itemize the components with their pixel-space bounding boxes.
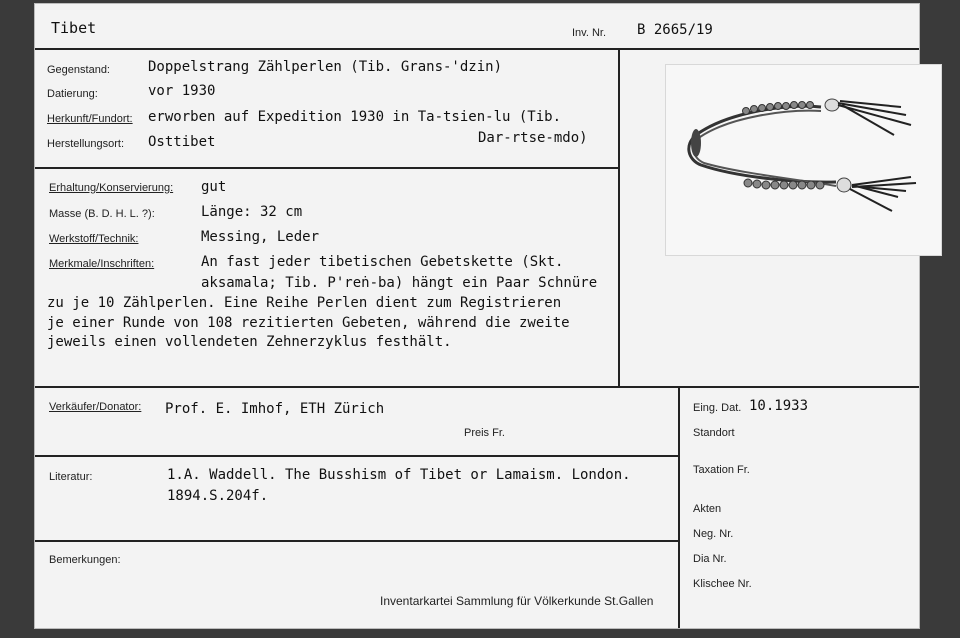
divider-side <box>678 386 680 628</box>
verkaeufer-label: Verkäufer/Donator: <box>49 401 142 413</box>
divider-header <box>35 48 919 50</box>
verkaeufer-value: Prof. E. Imhof, ETH Zürich <box>165 401 385 417</box>
herstellungsort-label: Herstellungsort: <box>47 138 125 150</box>
gegenstand-label: Gegenstand: <box>47 64 110 76</box>
herkunft-label: Herkunft/Fundort: <box>47 113 133 125</box>
merkmale-line-5: jeweils einen vollendeten Zehnerzyklus festhält. <box>47 334 452 350</box>
akten-label: Akten <box>693 503 722 515</box>
eing-dat-label: Eing. Dat. <box>693 402 742 414</box>
datierung-label: Datierung: <box>47 88 98 100</box>
preis-label: Preis Fr. <box>464 427 505 439</box>
divider-section-4 <box>35 540 680 542</box>
merkmale-label: Merkmale/Inschriften: <box>49 258 155 270</box>
erhaltung-label: Erhaltung/Konservierung: <box>49 182 174 194</box>
object-photo <box>665 64 942 256</box>
klischee-nr-label: Klischee Nr. <box>693 578 752 590</box>
datierung-value: vor 1930 <box>148 83 216 99</box>
divider-section-2 <box>35 386 919 388</box>
inv-number-label: Inv. Nr. <box>572 27 607 39</box>
neg-nr-label: Neg. Nr. <box>693 528 734 540</box>
merkmale-line-2: aksamala; Tib. P'reṅ-ba) hängt ein Paar Schnüre <box>201 275 598 291</box>
divider-photo <box>618 48 620 388</box>
literatur-line-2: 1894.S.204f. <box>167 488 269 504</box>
masse-label: Masse (B. D. H. L. ?): <box>49 208 155 220</box>
merkmale-line-3: zu je 10 Zählperlen. Eine Reihe Perlen dient zum Registrieren <box>47 295 562 311</box>
herkunft-value-2: Dar-rtse-mdo) <box>478 130 588 146</box>
merkmale-line-1: An fast jeder tibetischen Gebetskette (Skt. <box>201 254 564 270</box>
erhaltung-value: gut <box>201 179 227 195</box>
merkmale-line-4: je einer Runde von 108 rezitierten Gebeten, während die zweite <box>47 315 570 331</box>
gegenstand-value: Doppelstrang Zählperlen (Tib. Grans-'dzin) <box>148 59 503 75</box>
prayer-bead-cords-image <box>666 65 941 255</box>
herkunft-value-1: erworben auf Expedition 1930 in Ta-tsien-lu (Tib. <box>148 109 562 125</box>
literatur-line-1: 1.A. Waddell. The Busshism of Tibet or Lamaism. London. <box>167 467 631 483</box>
divider-section-1 <box>35 167 620 169</box>
region-label: Tibet <box>51 19 97 37</box>
taxation-label: Taxation Fr. <box>693 464 750 476</box>
eing-dat-value: 10.1933 <box>749 398 809 414</box>
standort-label: Standort <box>693 427 735 439</box>
divider-section-3 <box>35 455 680 457</box>
literatur-label: Literatur: <box>49 471 93 483</box>
masse-value: Länge: 32 cm <box>201 204 303 220</box>
inventory-card <box>34 3 920 629</box>
herstellungsort-value: Osttibet <box>148 134 216 150</box>
card-footer: Inventarkartei Sammlung für Völkerkunde St.Gallen <box>380 594 654 608</box>
werkstoff-label: Werkstoff/Technik: <box>49 233 139 245</box>
bemerkungen-label: Bemerkungen: <box>49 554 121 566</box>
dia-nr-label: Dia Nr. <box>693 553 727 565</box>
inv-number-value: B 2665/19 <box>637 22 713 38</box>
werkstoff-value: Messing, Leder <box>201 229 320 245</box>
